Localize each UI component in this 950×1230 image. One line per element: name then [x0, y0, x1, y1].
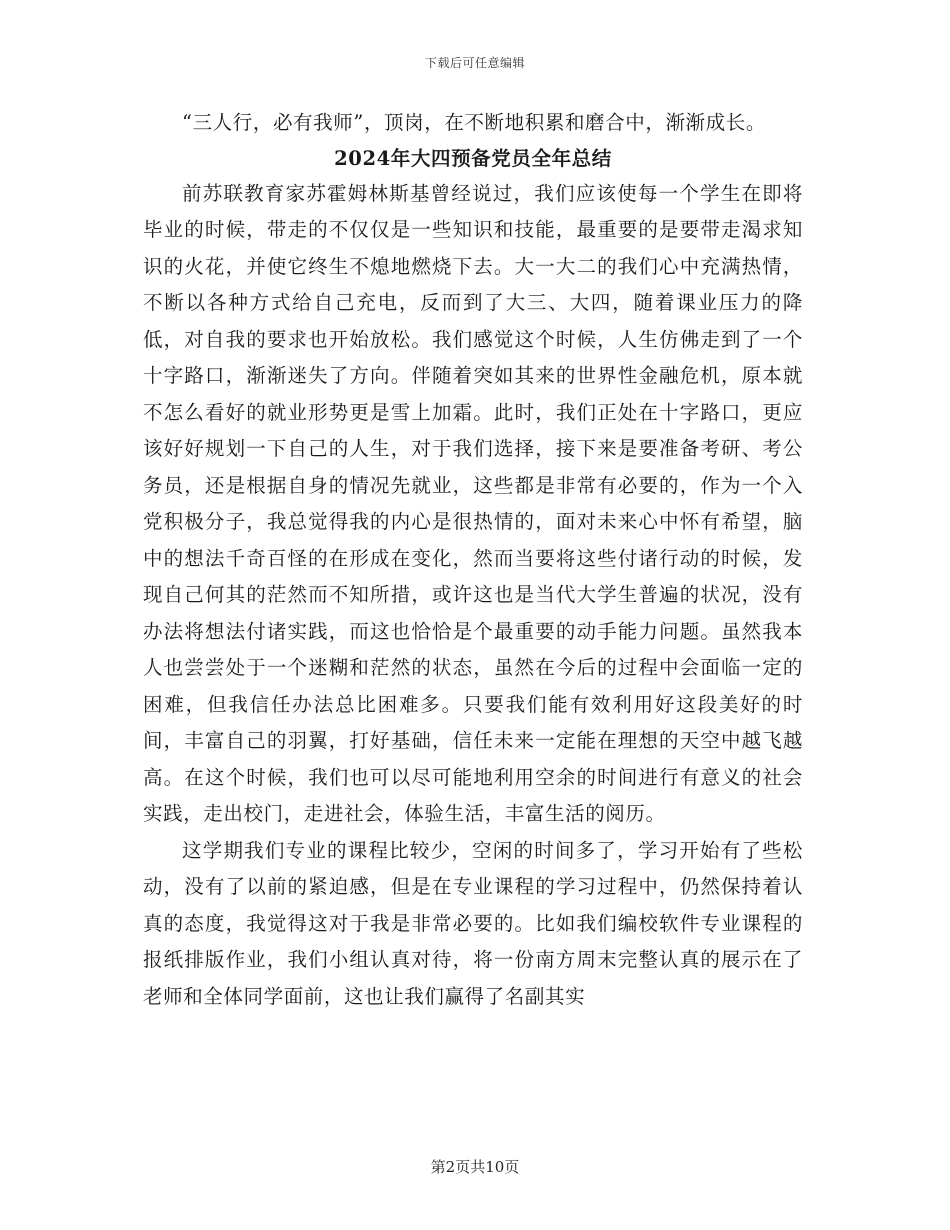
document-title: 2024年大四预备党员全年总结	[334, 146, 612, 170]
paragraph-intro: “三人行，必有我师”，顶岗，在不断地积累和磨合中，渐渐成长。	[182, 111, 766, 134]
page-header: 下载后可任意编辑	[424, 56, 525, 70]
page-footer: 第2页共10页	[430, 1158, 520, 1176]
document-body	[143, 105, 803, 1015]
paragraph-1: 前苏联教育家苏霍姆林斯基曾经说过，我们应该使每一个学生在即将毕业的时候，带走的不仅仅是一些知识和技能，最重要的是要带走渴求知识的火花，并使它终生不熄地燃烧下去。大一大二的我们心中充满热情，不断以各种方式给自己充电，反而到了大三、大四，随着课业压力的降低，对自我的要求也开始放松。我们感觉这个时候，人生仿佛走到了一个十字路口，渐渐迷失了方向。伴随着突如其来的世界性金融危机，原本就不怎么看好的就业形势更是雪上加霜。此时，我们正处在十字路口，更应该好好规划一下自己的人生，对于我们选择，接下来是要准备考研、考公务员，还是根据自身的情况先就业，这些都是非常有必要的，作为一个入党积极分子，我总觉得我的内心是很热情的，面对未来心中怀有希望，脑中的想法千奇百怪的在形成在变化，然而当要将这些付诸行动的时候，发现自己何其的茫然而不知所措，或许这也是当代大学生普遍的状况，没有办法将想法付诸实践，而这也恰恰是个最重要的动手能力问题。虽然我本人也尝尝处于一个迷糊和茫然的状态，虽然在今后的过程中会面临一定的困难，但我信任办法总比困难多。只要我们能有效利用好这段美好的时间，丰富自己的羽翼，打好基础，信任未来一定能在理想的天空中越飞越高。在这个时候，我们也可以尽可能地利用空余的时间进行有意义的社会实践，走出校门，走进社会，体验生活，丰富生活的阅历。	[143, 181, 803, 825]
paragraph-2: 这学期我们专业的课程比较少，空闲的时间多了，学习开始有了些松动，没有了以前的紧迫感，但是在专业课程的学习过程中，仍然保持着认真的态度，我觉得这对于我是非常必要的。比如我们编校软件专业课程的报纸排版作业，我们小组认真对待，将一份南方周末完整认真的展示在了老师和全体同学面前，这也让我们赢得了名副其实	[143, 838, 803, 1008]
